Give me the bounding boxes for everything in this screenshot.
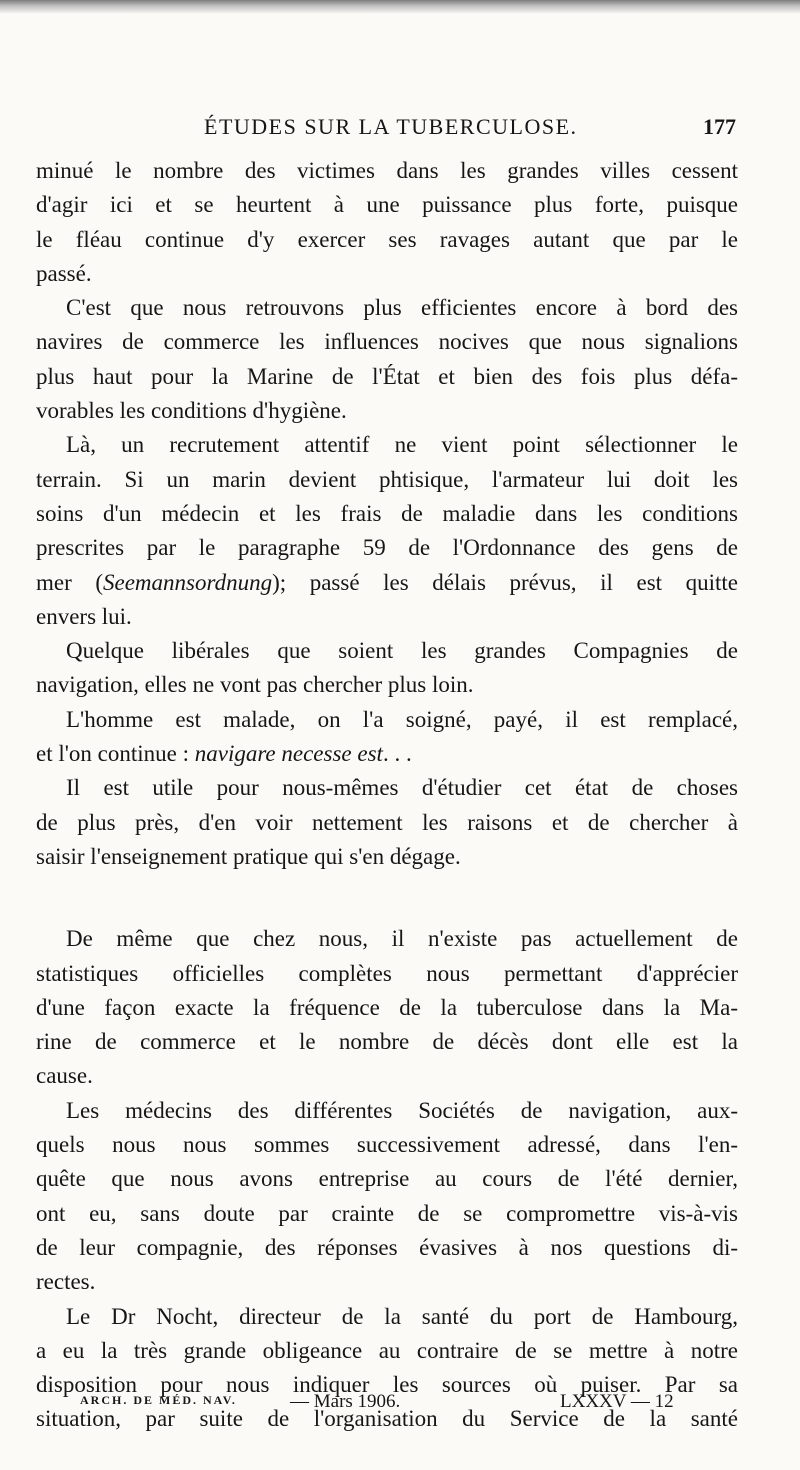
text-line: Là, un recrutement attentif ne vient point sélectionner le <box>66 432 738 458</box>
text-line: Le Dr Nocht, directeur de la santé du port de Hambourg, <box>66 1303 738 1329</box>
text-line: envers lui. <box>36 603 132 629</box>
text-line: et l'on continue : navigare necesse est. . . <box>36 741 412 767</box>
running-title: ÉTUDES SUR LA TUBERCULOSE. <box>204 114 578 139</box>
text-line: d'agir ici et se heurtent à une puissance plus forte, puisque <box>36 192 738 218</box>
text-line: C'est que nous retrouvons plus efficientes encore à bord des <box>66 295 738 321</box>
text-line: mer (Seemannsordnung); passé les délais prévus, il est quitte <box>36 569 738 595</box>
footer-journal: ARCH. DE MÉD. NAV. <box>80 1393 237 1407</box>
text-line: saisir l'enseignement pratique qui s'en dégage. <box>36 843 461 869</box>
italic-term: navigare necesse est <box>194 741 383 767</box>
footer-signature: LXXXV — 12 <box>560 1391 674 1412</box>
text-line: terrain. Si un marin devient phtisique, l'armateur lui doit les <box>36 466 738 492</box>
footer-date: — Mars 1906. <box>290 1391 401 1412</box>
text-line: vorables les conditions d'hygiène. <box>36 398 347 424</box>
text-line: a eu la très grande obligeance au contraire de se mettre à notre <box>36 1337 738 1363</box>
text-line: plus haut pour la Marine de l'État et bien des fois plus défa- <box>36 363 738 389</box>
text-line: de leur compagnie, des réponses évasives à nos questions di- <box>36 1234 738 1260</box>
text-line: le fléau continue d'y exercer ses ravages autant que par le <box>36 226 738 252</box>
text-line: cause. <box>36 1063 93 1089</box>
text-line: rectes. <box>36 1269 96 1295</box>
text-line: navires de commerce les influences nocives que nous signalions <box>36 329 738 355</box>
text-line: prescrites par le paragraphe 59 de l'Ordonnance des gens de <box>36 535 738 561</box>
text-line: situation, par suite de l'organisation du Service de la santé <box>36 1406 738 1432</box>
text-line: de plus près, d'en voir nettement les raisons et de chercher à <box>36 809 738 835</box>
text-line: Les médecins des différentes Sociétés de navigation, aux- <box>66 1097 738 1123</box>
text-line: d'une façon exacte la fréquence de la tuberculose dans la Ma- <box>36 994 738 1020</box>
text-line: navigation, elles ne vont pas chercher plus loin. <box>36 672 474 698</box>
text-line: statistiques officielles complètes nous permettant d'apprécier <box>36 960 738 986</box>
text-line: soins d'un médecin et les frais de maladie dans les conditions <box>36 500 738 526</box>
text-line: quête que nous avons entreprise au cours de l'été dernier, <box>36 1166 738 1192</box>
text-line: disposition pour nous indiquer les sources où puiser. Par sa <box>36 1372 738 1398</box>
running-head <box>36 114 736 148</box>
section-gap <box>36 874 738 922</box>
text-line: L'homme est malade, on l'a soigné, payé, il est remplacé, <box>66 706 738 732</box>
page-number: 177 <box>703 114 736 139</box>
body-text <box>36 154 738 1437</box>
text-line: rine de commerce et le nombre de décès dont elle est la <box>36 1029 738 1055</box>
text-line: De même que chez nous, il n'existe pas actuellement de <box>66 926 738 952</box>
italic-term: Seemannsordnung <box>103 569 273 595</box>
text-line: Il est utile pour nous-mêmes d'étudier cet état de choses <box>66 775 738 801</box>
text-line: ont eu, sans doute par crainte de se compromettre vis-à-vis <box>36 1200 738 1226</box>
page-footer <box>80 1393 720 1419</box>
text-line: passé. <box>36 260 92 286</box>
page-edge <box>0 0 800 14</box>
text-line: Quelque libérales que soient les grandes Compagnies de <box>66 638 738 664</box>
text-line: quels nous nous sommes successivement adressé, dans l'en- <box>36 1132 738 1158</box>
text-line: minué le nombre des victimes dans les grandes villes cessent <box>36 158 738 183</box>
